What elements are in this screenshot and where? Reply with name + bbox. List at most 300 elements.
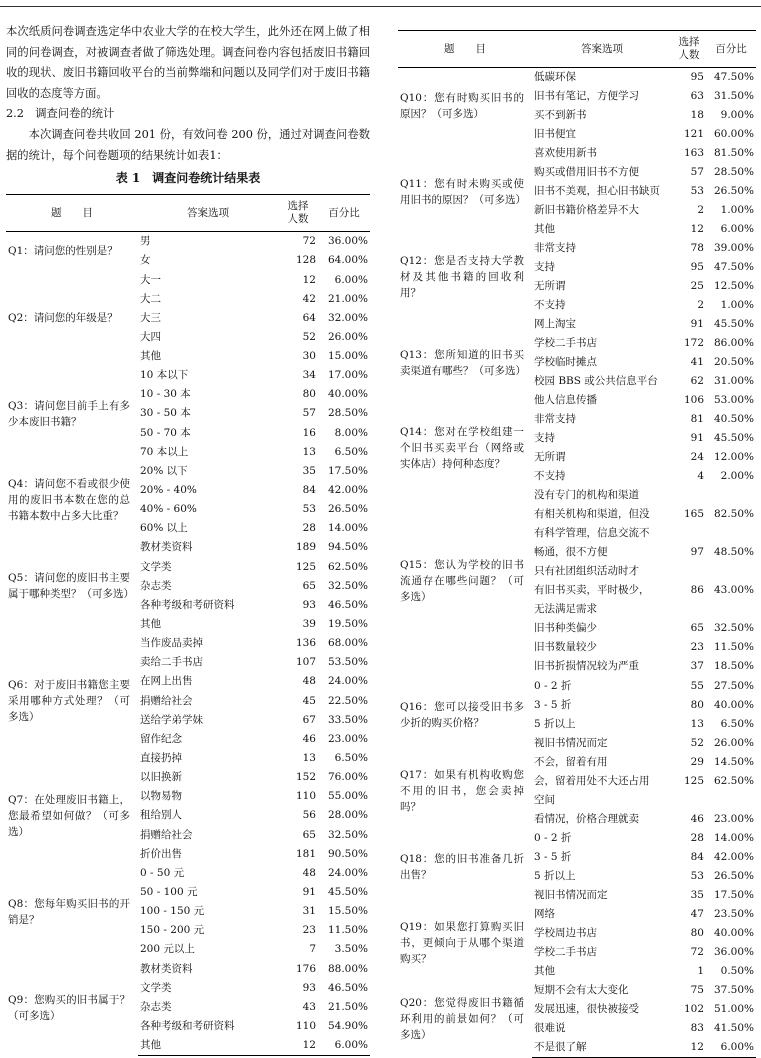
question-cell: Q16：您可以接受旧书多少折的购买价格？ xyxy=(400,700,524,729)
percent-cell: 12.50% xyxy=(713,280,754,293)
percent-cell: 23.50% xyxy=(713,907,754,920)
option-cell: 新旧书籍价格差异不大 xyxy=(534,204,639,217)
table-row xyxy=(6,462,370,481)
percent-cell: 32.50% xyxy=(713,622,754,635)
table-caption: 表 1 调查问卷统计结果表 xyxy=(115,171,261,186)
option-cell: 20% - 40% xyxy=(140,484,197,497)
option-cell: 短期不会有太大变化 xyxy=(534,983,629,996)
option-cell: 直接扔掉 xyxy=(140,752,182,765)
percent-cell: 27.50% xyxy=(713,679,754,692)
count-cell: 29 xyxy=(690,755,704,768)
percent-cell: 18.50% xyxy=(713,660,754,673)
percent-cell: 36.00% xyxy=(713,945,754,958)
option-cell: 女 xyxy=(140,254,151,267)
count-cell: 125 xyxy=(295,560,316,573)
table-row xyxy=(398,68,756,88)
option-cell: 旧书数量较少 xyxy=(534,641,597,654)
option-cell: 他人信息传播 xyxy=(534,394,597,407)
percent-cell: 40.50% xyxy=(713,413,754,426)
count-cell: 102 xyxy=(683,1002,704,1015)
count-cell: 95 xyxy=(690,71,704,83)
table-row xyxy=(6,864,370,883)
percent-cell: 55.00% xyxy=(327,790,368,803)
option-cell: 网络 xyxy=(534,907,555,920)
question-cell: Q8：您每年购买旧书的开销是？ xyxy=(8,897,130,926)
option-cell: 送给学弟学妹 xyxy=(140,713,203,726)
count-cell: 91 xyxy=(302,886,316,898)
percent-cell: 1.00% xyxy=(720,204,754,217)
percent-cell: 21.50% xyxy=(327,1000,368,1013)
option-cell: 50 - 70 本 xyxy=(140,426,191,439)
table-row xyxy=(6,768,370,787)
intro-paragraph: 本次纸质问卷调查选定华中农业大学的在校大学生，此外还在网上做了相同的问卷调查，对被调查者做了筛选处理。调查问卷内容包括废旧书籍回收的现状、废旧书籍回收平台的当前弊端和问题以及同学们对于废旧书籍回收的态度等方面。 xyxy=(6,25,370,100)
percent-cell: 64.00% xyxy=(327,254,368,267)
percent-cell xyxy=(706,600,756,619)
percent-cell: 42.00% xyxy=(713,850,754,863)
count-cell: 13 xyxy=(690,717,704,730)
count-cell: 12 xyxy=(672,1038,706,1058)
option-cell: 非常支持 xyxy=(534,413,576,426)
question-cell: Q4：请问您不看或很少使用的废旧书本数在您的总书籍本数中占多大比重？ xyxy=(8,478,130,523)
count-cell: 176 xyxy=(295,962,316,975)
option-cell: 校园 BBS 或公共信息平台 xyxy=(534,375,658,388)
percent-cell: 6.50% xyxy=(334,445,368,458)
percent-cell: 86.00% xyxy=(713,337,754,350)
count-cell: 80 xyxy=(302,388,316,401)
count-cell: 13 xyxy=(302,445,316,458)
table-row xyxy=(398,905,756,924)
count-cell: 55 xyxy=(690,679,704,692)
percent-cell: 45.50% xyxy=(327,886,368,898)
count-cell: 65 xyxy=(302,828,316,841)
table-body-left xyxy=(6,232,370,1056)
percent-cell: 42.00% xyxy=(327,484,368,497)
count-cell: 65 xyxy=(690,622,704,635)
option-cell: 购买或借用旧书不方便 xyxy=(534,166,639,179)
count-cell: 81 xyxy=(690,413,704,426)
option-cell: 折价出售 xyxy=(140,847,182,860)
option-cell: 200 元以上 xyxy=(140,943,195,956)
option-cell: 无法满足需求 xyxy=(534,603,597,616)
count-cell: 31 xyxy=(302,905,316,918)
option-cell: 文学类 xyxy=(140,560,172,573)
count-cell xyxy=(672,600,706,619)
count-cell: 57 xyxy=(302,407,316,420)
option-cell: 在网上出售 xyxy=(140,675,193,688)
option-cell: 大一 xyxy=(140,273,161,286)
percent-cell: 47.50% xyxy=(713,261,754,274)
count-cell: 47 xyxy=(690,907,704,920)
count-cell: 12 xyxy=(278,1036,318,1056)
option-cell: 40% - 60% xyxy=(140,503,197,516)
percent-cell: 40.00% xyxy=(713,698,754,711)
table-row xyxy=(398,239,756,258)
page-header-rule xyxy=(0,0,761,7)
percent-cell: 6.00% xyxy=(706,1038,756,1058)
option-cell: 卖给二手书店 xyxy=(140,656,203,669)
option-cell: 其他 xyxy=(140,350,161,363)
count-cell: 35 xyxy=(690,888,704,901)
count-cell: 45 xyxy=(302,694,316,707)
percent-cell: 22.50% xyxy=(327,694,368,707)
option-cell: 无所谓 xyxy=(534,280,566,293)
count-cell: 4 xyxy=(697,470,704,483)
option-cell: 各种考级和考研资料 xyxy=(140,598,235,611)
percent-cell: 88.00% xyxy=(327,962,368,975)
percent-cell: 11.50% xyxy=(327,924,368,937)
option-cell: 网上淘宝 xyxy=(534,318,576,331)
option-cell: 留作纪念 xyxy=(140,732,182,745)
option-cell: 学校临时摊点 xyxy=(534,356,597,369)
count-cell: 53 xyxy=(690,869,704,882)
question-cell: Q10：您有时购买旧书的原因？（可多选） xyxy=(400,92,524,121)
option-cell: 不会，留着有用 xyxy=(534,755,608,768)
option-cell: 有旧书买卖，平时极少， xyxy=(534,584,650,597)
count-cell: 39 xyxy=(302,618,316,631)
option-cell: 0 - 2 折 xyxy=(534,679,572,692)
percent-cell: 17.50% xyxy=(713,888,754,901)
option-cell: 只有社团组织活动时才 xyxy=(534,565,639,578)
count-cell: 25 xyxy=(690,280,704,293)
option-cell: 3 - 5 折 xyxy=(534,850,572,863)
option-cell: 旧书有笔记，方便学习 xyxy=(534,90,639,103)
count-cell: 13 xyxy=(302,752,316,765)
percent-cell: 20.50% xyxy=(713,356,754,369)
percent-cell: 76.00% xyxy=(327,771,368,784)
count-cell: 62 xyxy=(690,375,704,388)
percent-cell: 32.00% xyxy=(327,311,368,324)
question-cell: Q3：请问您目前手上有多少本废旧书籍？ xyxy=(8,399,130,428)
percent-cell: 53.50% xyxy=(327,656,368,669)
option-cell: 以旧换新 xyxy=(140,771,182,784)
percent-cell: 9.00% xyxy=(720,109,754,122)
percent-cell: 40.00% xyxy=(327,388,368,401)
count-cell: 41 xyxy=(690,356,704,369)
option-cell: 文学类 xyxy=(140,981,172,994)
count-cell: 83 xyxy=(690,1021,704,1034)
count-cell: 37 xyxy=(690,660,704,673)
header-count: 选择 人数 xyxy=(278,195,318,232)
count-cell: 28 xyxy=(302,522,316,535)
count-cell: 57 xyxy=(690,166,704,179)
percent-cell: 46.50% xyxy=(327,598,368,611)
percent-cell: 11.50% xyxy=(713,641,754,654)
option-cell: 大二 xyxy=(140,292,161,305)
count-cell: 28 xyxy=(690,831,704,844)
table-row xyxy=(6,366,370,385)
question-cell: Q2：请问您的年级是？ xyxy=(8,312,118,325)
percent-cell: 53.00% xyxy=(713,394,754,407)
count-cell: 48 xyxy=(302,866,316,879)
option-cell: 支持 xyxy=(534,261,555,274)
count-cell: 67 xyxy=(302,713,316,726)
percent-cell: 17.50% xyxy=(327,464,368,477)
percent-cell: 62.50% xyxy=(713,774,754,787)
option-cell: 10 - 30 本 xyxy=(140,388,191,401)
count-cell xyxy=(672,486,706,505)
count-cell: 97 xyxy=(690,546,704,559)
question-cell: Q14：您对在学校组建一个旧书买卖平台（网络或实体店）持何种态度？ xyxy=(400,426,524,471)
count-cell: 80 xyxy=(690,698,704,711)
question-cell: Q7：在处理废旧书籍上，您最希望如何做？（可多选） xyxy=(8,793,130,838)
percent-cell: 17.00% xyxy=(327,369,368,382)
count-cell: 91 xyxy=(690,318,704,331)
percent-cell: 26.50% xyxy=(713,869,754,882)
option-cell: 支持 xyxy=(534,432,555,445)
option-cell: 捐赠给社会 xyxy=(140,694,193,707)
table-row xyxy=(6,960,370,979)
option-cell: 100 - 150 元 xyxy=(140,905,205,918)
count-cell: 1 xyxy=(697,964,704,977)
percent-cell: 0.50% xyxy=(720,964,754,977)
percent-cell: 6.00% xyxy=(334,273,368,286)
count-cell xyxy=(672,791,706,810)
count-cell: 125 xyxy=(683,774,704,787)
option-cell: 杂志类 xyxy=(140,1000,172,1013)
table-row xyxy=(6,232,370,252)
option-cell: 低碳环保 xyxy=(534,71,576,83)
percent-cell: 12.00% xyxy=(713,451,754,464)
table-row xyxy=(398,981,756,1000)
table-row xyxy=(398,144,756,163)
percent-cell: 24.00% xyxy=(327,675,368,688)
percent-cell: 1.00% xyxy=(720,299,754,312)
option-cell: 不是很了解 xyxy=(532,1038,672,1058)
option-cell: 非常支持 xyxy=(534,242,576,255)
percent-cell: 68.00% xyxy=(327,637,368,650)
percent-cell: 28.00% xyxy=(327,809,368,822)
option-cell: 没有专门的机构和渠道 xyxy=(534,489,639,502)
header-question: 题 目 xyxy=(6,195,138,232)
percent-cell: 39.00% xyxy=(713,242,754,255)
option-cell: 租给别人 xyxy=(140,809,182,822)
survey-paragraph: 本次调查问卷共收回 201 份，有效问卷 200 份，通过对调查问卷数据的统计，每个问卷题项的结果统计如表1： xyxy=(6,127,370,162)
percent-cell: 90.50% xyxy=(327,847,368,860)
count-cell: 7 xyxy=(309,943,316,956)
option-cell: 60% 以上 xyxy=(140,522,188,535)
count-cell: 189 xyxy=(295,541,316,554)
count-cell: 65 xyxy=(302,579,316,592)
count-cell: 181 xyxy=(295,847,316,860)
percent-cell: 47.50% xyxy=(713,71,754,83)
percent-cell: 26.00% xyxy=(713,736,754,749)
count-cell: 84 xyxy=(302,484,316,497)
count-cell: 2 xyxy=(697,299,704,312)
question-cell: Q19：如果您打算购买旧书，更倾向于从哪个渠道购买？ xyxy=(400,920,524,965)
header-count: 选择 人数 xyxy=(672,31,706,68)
table-row xyxy=(6,538,370,557)
count-cell: 136 xyxy=(295,637,316,650)
count-cell: 23 xyxy=(302,924,316,937)
option-cell: 有科学管理，信息交流不 xyxy=(534,527,650,540)
option-cell: 发展迅速，很快被接受 xyxy=(534,1002,639,1015)
question-cell: Q17：如果有机构收购您不用的旧书，您会卖掉吗？ xyxy=(400,768,524,813)
option-cell: 教材类资料 xyxy=(140,962,193,975)
count-cell: 86 xyxy=(690,584,704,597)
option-cell: 视旧书情况而定 xyxy=(534,888,608,901)
count-cell: 56 xyxy=(302,809,316,822)
option-cell: 无所谓 xyxy=(534,451,566,464)
question-cell: Q12：您是否支持大学教材及其他书籍的回收利用？ xyxy=(400,255,524,300)
percent-cell: 54.90% xyxy=(327,1019,368,1032)
count-cell: 93 xyxy=(302,598,316,611)
count-cell: 52 xyxy=(690,736,704,749)
left-column xyxy=(6,22,370,1056)
count-cell: 12 xyxy=(690,223,704,236)
percent-cell: 21.00% xyxy=(327,292,368,305)
option-cell: 旧书折损情况较为严重 xyxy=(534,660,639,673)
percent-cell: 15.50% xyxy=(327,905,368,918)
option-cell: 捐赠给社会 xyxy=(140,828,193,841)
percent-cell: 81.50% xyxy=(713,147,754,160)
table-row xyxy=(398,410,756,429)
percent-cell: 36.00% xyxy=(327,235,368,248)
percent-cell: 82.50% xyxy=(713,508,754,521)
count-cell: 35 xyxy=(302,464,316,477)
header-percent: 百分比 xyxy=(318,195,370,232)
question-cell: Q13：您所知道的旧书买卖渠道有哪些？（可多选） xyxy=(400,348,526,377)
count-cell: 72 xyxy=(690,945,704,958)
header-question: 题 目 xyxy=(398,31,532,68)
option-cell: 0 - 50 元 xyxy=(140,866,185,879)
percent-cell: 26.00% xyxy=(327,330,368,343)
count-cell: 121 xyxy=(683,128,704,141)
percent-cell: 6.00% xyxy=(318,1036,370,1056)
count-cell: 42 xyxy=(302,292,316,305)
percent-cell: 15.00% xyxy=(327,350,368,363)
option-cell: 学校周边书店 xyxy=(534,926,597,939)
results-table-left xyxy=(6,194,370,1056)
percent-cell: 14.00% xyxy=(713,831,754,844)
percent-cell: 37.50% xyxy=(713,983,754,996)
option-cell: 畅通，很不方便 xyxy=(534,546,608,559)
percent-cell: 41.50% xyxy=(713,1021,754,1034)
option-cell: 不支持 xyxy=(534,299,566,312)
option-cell: 当作废品卖掉 xyxy=(140,637,203,650)
table-row xyxy=(398,486,756,505)
count-cell: 64 xyxy=(302,311,316,324)
table-row xyxy=(398,829,756,848)
count-cell: 91 xyxy=(690,432,704,445)
count-cell: 128 xyxy=(295,254,316,267)
percent-cell: 24.00% xyxy=(327,866,368,879)
count-cell: 84 xyxy=(690,850,704,863)
percent-cell: 60.00% xyxy=(713,128,754,141)
percent-cell xyxy=(706,562,756,581)
count-cell: 106 xyxy=(683,394,704,407)
count-cell: 63 xyxy=(690,90,704,103)
count-cell: 16 xyxy=(302,426,316,439)
option-cell: 5 折以上 xyxy=(534,717,576,730)
percent-cell: 6.50% xyxy=(720,717,754,730)
count-cell xyxy=(672,562,706,581)
option-cell: 会，留着用处不大还占用 xyxy=(534,774,650,787)
question-cell: Q9：您购买的旧书属于？（可多选） xyxy=(8,993,130,1022)
percent-cell: 48.50% xyxy=(713,546,754,559)
table-row xyxy=(398,315,756,334)
option-cell: 以物易物 xyxy=(140,790,182,803)
percent-cell: 33.50% xyxy=(327,713,368,726)
count-cell: 107 xyxy=(295,656,316,669)
header-option: 答案选项 xyxy=(532,31,672,68)
option-cell: 视旧书情况而定 xyxy=(534,736,608,749)
percent-cell: 23.00% xyxy=(327,732,368,745)
option-cell: 教材类资料 xyxy=(140,541,193,554)
count-cell: 152 xyxy=(295,771,316,784)
option-cell: 20% 以下 xyxy=(140,464,188,477)
count-cell: 72 xyxy=(302,235,316,248)
percent-cell xyxy=(706,524,756,543)
percent-cell: 45.50% xyxy=(713,432,754,445)
question-cell: Q20：您觉得废旧书籍循环利用的前景如何？（可多选） xyxy=(400,997,524,1042)
question-cell: Q1：请问您的性别是？ xyxy=(8,245,118,258)
count-cell: 163 xyxy=(683,147,704,160)
option-cell: 杂志类 xyxy=(140,579,172,592)
percent-cell: 8.00% xyxy=(334,426,368,439)
count-cell: 30 xyxy=(302,350,316,363)
percent-cell: 28.50% xyxy=(713,166,754,179)
percent-cell: 2.00% xyxy=(720,470,754,483)
count-cell: 110 xyxy=(295,790,316,803)
option-cell: 男 xyxy=(140,235,151,248)
option-cell: 其他 xyxy=(534,223,555,236)
option-cell: 3 - 5 折 xyxy=(534,698,572,711)
percent-cell: 23.00% xyxy=(713,812,754,825)
header-option: 答案选项 xyxy=(138,195,278,232)
option-cell: 旧书不美观，担心旧书缺页 xyxy=(534,185,660,198)
option-cell: 其他 xyxy=(138,1036,278,1056)
percent-cell: 19.50% xyxy=(327,618,368,631)
right-column xyxy=(398,30,756,1058)
count-cell: 53 xyxy=(302,503,316,516)
count-cell: 2 xyxy=(697,204,704,217)
percent-cell: 62.50% xyxy=(327,560,368,573)
percent-cell xyxy=(706,791,756,810)
option-cell: 50 - 100 元 xyxy=(140,886,198,898)
table-row xyxy=(6,270,370,289)
option-cell: 有相关机构和渠道，但没 xyxy=(534,508,650,521)
option-cell: 150 - 200 元 xyxy=(140,924,205,937)
option-cell: 0 - 2 折 xyxy=(534,831,572,844)
count-cell: 95 xyxy=(690,261,704,274)
percent-cell: 3.50% xyxy=(334,943,368,956)
option-cell: 很难说 xyxy=(534,1021,566,1034)
percent-cell: 28.50% xyxy=(327,407,368,420)
count-cell: 165 xyxy=(683,508,704,521)
question-cell: Q11：您有时未购买或使用旧书的原因？（可多选） xyxy=(400,177,526,206)
percent-cell: 6.00% xyxy=(720,223,754,236)
count-cell: 18 xyxy=(690,109,704,122)
option-cell: 70 本以上 xyxy=(140,445,189,458)
count-cell: 172 xyxy=(683,337,704,350)
option-cell: 大四 xyxy=(140,330,161,343)
count-cell: 75 xyxy=(690,983,704,996)
option-cell: 空间 xyxy=(534,793,555,806)
count-cell xyxy=(672,524,706,543)
percent-cell: 26.50% xyxy=(327,503,368,516)
count-cell: 23 xyxy=(690,641,704,654)
option-cell: 其他 xyxy=(534,964,555,977)
table-row xyxy=(6,634,370,653)
percent-cell: 6.50% xyxy=(334,752,368,765)
percent-cell: 43.00% xyxy=(713,584,754,597)
option-cell: 30 - 50 本 xyxy=(140,407,191,420)
count-cell: 46 xyxy=(302,732,316,745)
percent-cell: 14.50% xyxy=(713,755,754,768)
count-cell: 12 xyxy=(302,273,316,286)
option-cell: 10 本以下 xyxy=(140,369,189,382)
count-cell: 93 xyxy=(302,981,316,994)
